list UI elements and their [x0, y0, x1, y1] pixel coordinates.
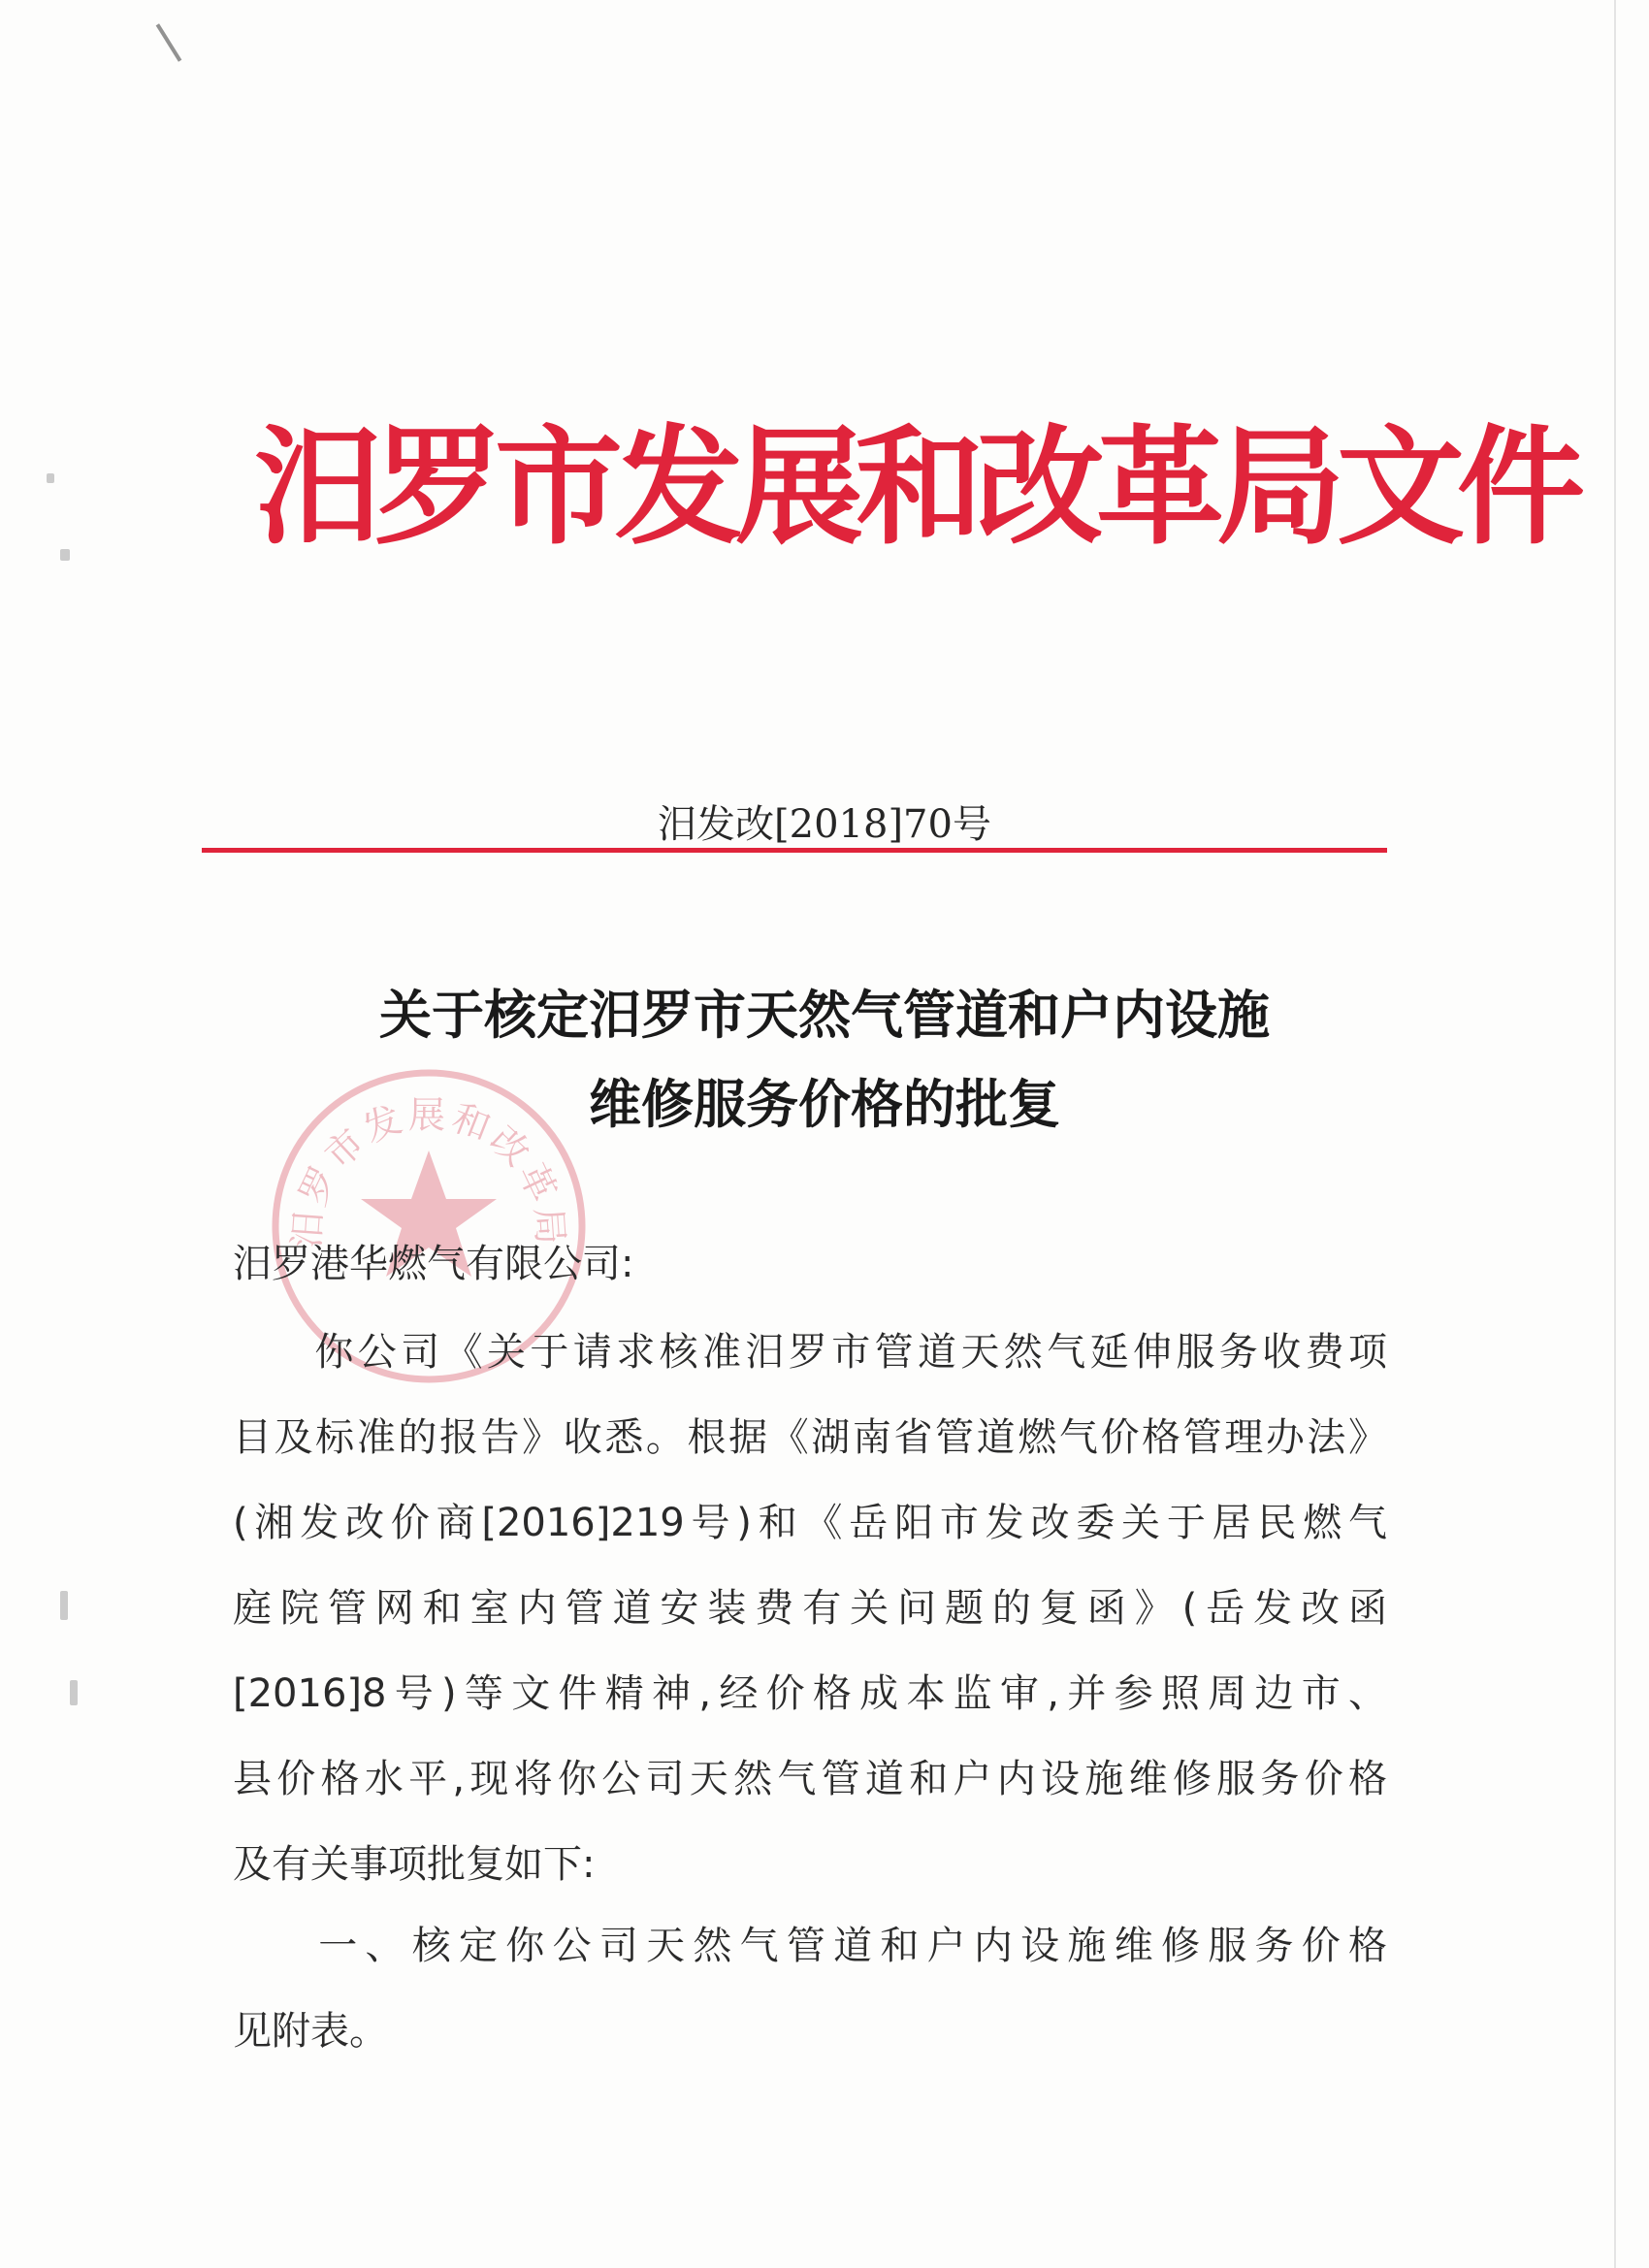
paragraph-line: 及有关事项批复如下:: [233, 1842, 596, 1887]
paragraph-line: 县价格水平,现将你公司天然气管道和户内设施维修服务价格: [233, 1757, 1387, 1801]
scan-speck: [47, 473, 54, 483]
red-divider-line: [202, 848, 1387, 853]
seal-text: 汨罗市发展和改革局: [284, 1093, 573, 1250]
issuer-title: 汨罗市发展和改革局文件: [254, 412, 1577, 563]
paragraph-line: 一、核定你公司天然气管道和户内设施维修服务价格: [310, 1924, 1387, 1968]
paragraph-line: 庭院管网和室内管道安装费有关问题的复函》(岳发改函: [233, 1586, 1387, 1631]
subject-line-2: 维修服务价格的批复: [589, 1073, 1060, 1135]
paragraph-1: [233, 1310, 1387, 1907]
scan-speck: [70, 1680, 78, 1705]
paragraph-2: [233, 1903, 1387, 2074]
scan-mark: [156, 23, 182, 61]
paragraph-line: [2016]8号)等文件精神,经价格成本监审,并参照周边市、: [233, 1671, 1387, 1716]
paragraph-line: 目及标准的报告》收悉。根据《湖南省管道燃气价格管理办法》: [233, 1415, 1387, 1460]
paragraph-line: 见附表。: [233, 2009, 388, 2054]
addressee: 汨罗港华燃气有限公司:: [233, 1242, 634, 1286]
document-number: 汨发改[2018]70号: [658, 802, 991, 847]
paragraph-line: (湘发改价商[2016]219号)和《岳阳市发改委关于居民燃气: [233, 1501, 1387, 1545]
paragraph-line: 你公司《关于请求核准汨罗市管道天然气延伸服务收费项: [310, 1330, 1387, 1375]
scan-speck: [60, 549, 70, 561]
scan-speck: [60, 1591, 68, 1620]
scan-edge: [1614, 0, 1616, 2268]
subject-line-1: 关于核定汨罗市天然气管道和户内设施: [379, 984, 1270, 1046]
